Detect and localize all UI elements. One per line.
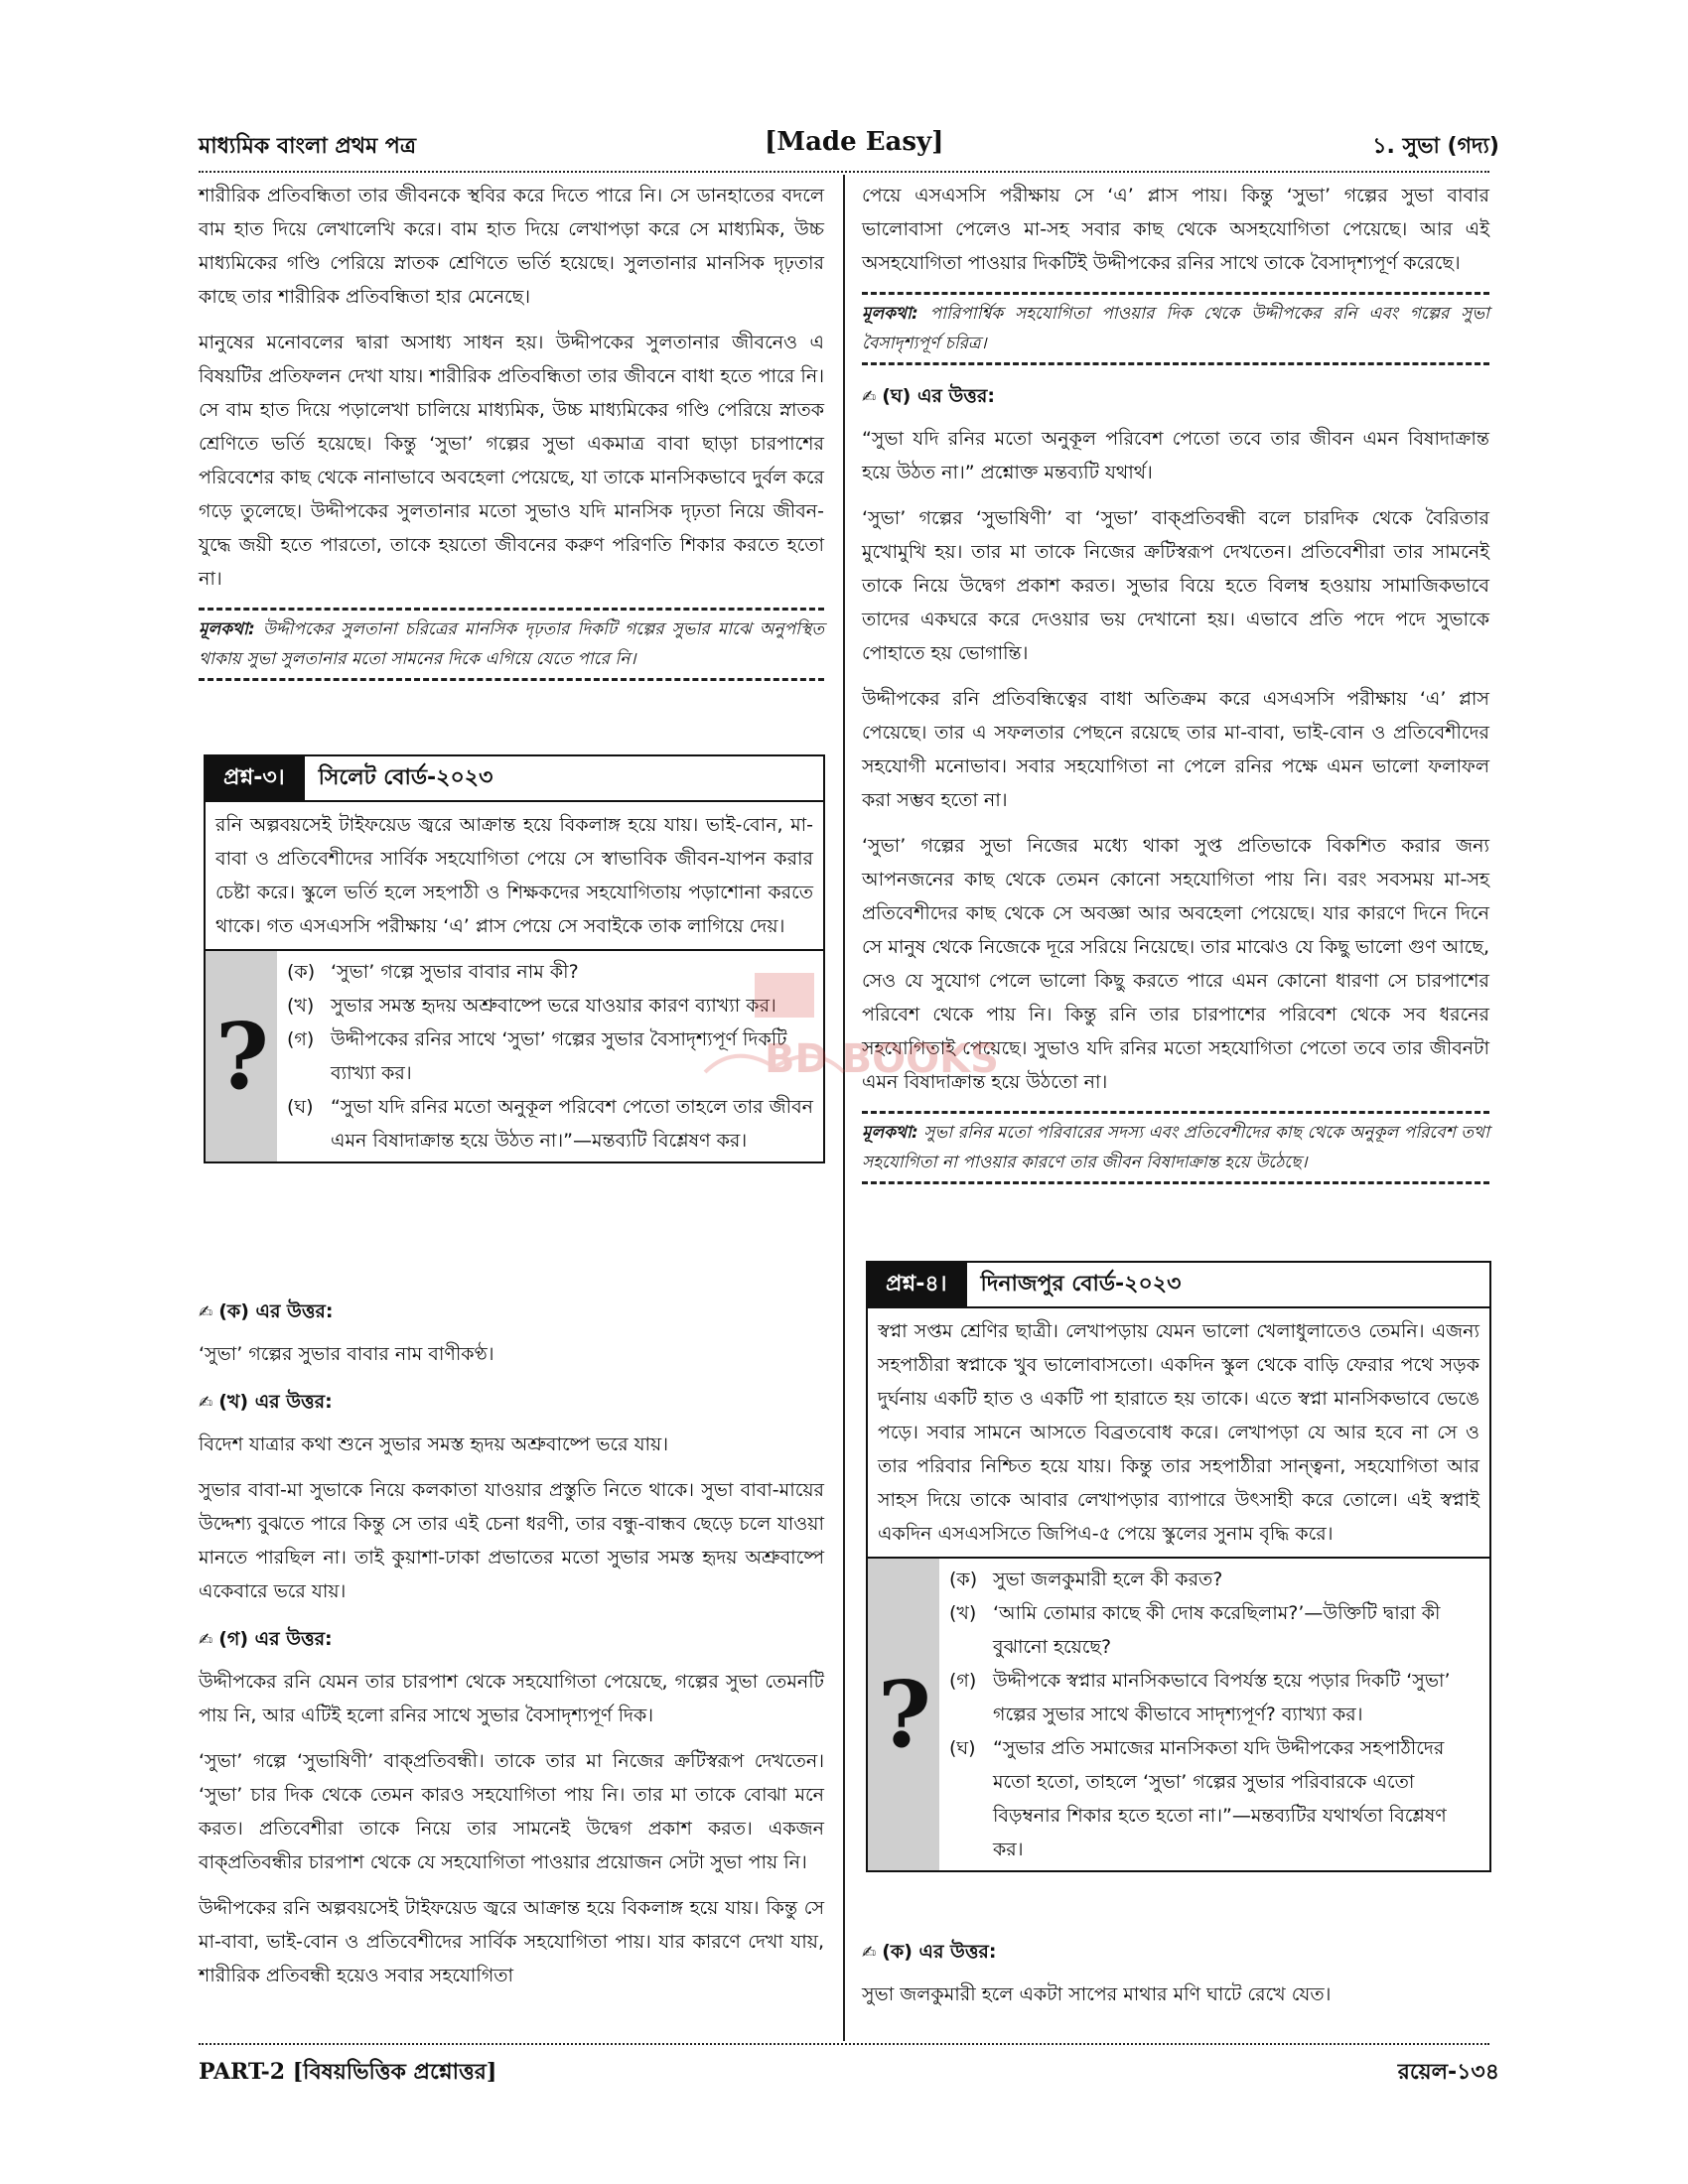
watermark-logo	[695, 973, 1003, 1092]
pen-icon: ✍	[862, 1943, 877, 1963]
left-para-1: শারীরিক প্রতিবন্ধিতা তার জীবনকে স্থবির করে দিতে পারে নি। সে ডানহাতের বদলে বাম হাত দিয়ে লেখালেখি করে। বাম হাত দিয়ে লেখাপড়া করে সে মাধ্যমিক, উচ্চ মাধ্যমিকের গণ্ডি পেরিয়ে স্নাতক শ্রেণিতে ভর্তি হয়েছে। সুলতানার মানসিক দৃঢ়তার কাছে তার শারীরিক প্রতিবন্ধিতা হার মেনেছে।	[199, 185, 824, 308]
answer-ga-1: উদ্দীপকের রনি যেমন তার চারপাশ থেকে সহযোগিতা পেয়েছে, গল্পের সুভা তেমনটি পায় নি, আর এটিই হলো রনির সাথে সুভার বৈসাদৃশ্যপূর্ণ দিক।	[199, 1671, 824, 1726]
question-4-subquestions	[868, 1559, 1489, 1870]
question-3-header	[206, 756, 823, 802]
question-4-item-ga: (গ) উদ্দীপকে স্বপ্নার মানসিকভাবে বিপর্যস্ত হয়ে পড়ার দিকটি ‘সুভা’ গল্পের সুভার সাথে কীভাবে সাদৃশ্যপূর্ণ? ব্যাখ্যা কর।	[949, 1670, 1451, 1725]
answer-kha-heading: ✍ (খ) এর উত্তর:	[199, 1385, 824, 1420]
question-3-item-kha: (খ) সুভার সমস্ত হৃদয় অশ্রুবাষ্পে ভরে যাওয়ার কারণ ব্যাখ্যা কর।	[287, 995, 776, 1017]
answer-gha-1: “সুভা যদি রনির মতো অনুকূল পরিবেশ পেতো তবে তার জীবন এমন বিষাদাক্রান্ত হয়ে উঠত না।” প্রশ্নোক্ত মন্তব্যটি যথার্থ।	[862, 428, 1489, 483]
pen-icon: ✍	[199, 1393, 213, 1413]
answer-ka: ‘সুভা’ গল্পের সুভার বাবার নাম বাণীকণ্ঠ।	[199, 1343, 494, 1365]
pen-icon: ✍	[199, 1302, 213, 1322]
footer-left: PART-2 [বিষয়ভিত্তিক প্রশ্নোত্তর]	[199, 2059, 497, 2085]
footer-divider	[199, 2043, 1489, 2045]
mool-text: উদ্দীপকের সুলতানা চরিত্রের মানসিক দৃঢ়তার দিকটি গল্পের সুভার মাঝে অনুপস্থিত থাকায় সুভা সুলতানার মতো সামনের দিকে এগিয়ে যেতে পারে নি।	[199, 619, 825, 669]
question-4-stem: স্বপ্না সপ্তম শ্রেণির ছাত্রী। লেখাপড়ায় যেমন ভালো খেলাধুলাতেও তেমনি। এজন্য সহপাঠীরা স্বপ্নাকে খুব ভালোবাসতো। একদিন স্কুল থেকে বাড়ি ফেরার পথে সড়ক দুর্ঘনায় একটি হাত ও একটি পা হারাতে হয় তাকে। এতে স্বপ্না মানসিকভাবে ভেঙে পড়ে। সবার সামনে আসতে বিব্রতবোধ করে। লেখাপড়া যে আর হবে না সে ও তার পরিবার নিশ্চিত হয়ে যায়। কিন্তু তার সহপাঠীরা সান্ত্বনা, সহযোগিতা আর সাহস দিয়ে তাকে আবার লেখাপড়ার ব্যাপারে উৎসাহী করে তোলে। এই স্বপ্নাই একদিন এসএসসিতে জিপিএ-৫ পেয়ে স্কুলের সুনাম বৃদ্ধি করে।	[868, 1308, 1489, 1559]
header-right: ১. সুভা (গদ্য)	[1372, 134, 1499, 159]
mool-divider-bottom	[862, 1181, 1489, 1184]
question-mark-icon: ?	[206, 951, 277, 1161]
mool-divider-bottom	[862, 362, 1489, 365]
question-4-board: দিনাজপুর বোর্ড-২০২৩	[965, 1263, 1182, 1306]
header-left: মাধ্যমিক বাংলা প্রথম পত্র	[199, 134, 417, 159]
question-3-stem: রনি অল্পবয়সেই টাইফয়েড জ্বরে আক্রান্ত হয়ে বিকলাঙ্গ হয়ে যায়। ভাই-বোন, মা-বাবা ও প্রতিবেশীদের সার্বিক সহযোগিতা পেয়ে সে স্বাভাবিক জীবন-যাপন করার চেষ্টা করে। স্কুলে ভর্তি হলে সহপাঠী ও শিক্ষকদের সহযোগিতায় পড়াশোনা করতে থাকে। গত এসএসসি পরীক্ষায় ‘এ’ প্লাস পেয়ে সে সবাইকে তাক লাগিয়ে দেয়।	[206, 802, 823, 951]
mool-katha-1	[199, 611, 824, 678]
left-para-2: মানুষের মনোবলের দ্বারা অসাধ্য সাধন হয়। উদ্দীপকের সুলতানার জীবনেও এ বিষয়টির প্রতিফলন দেখা যায়। শারীরিক প্রতিবন্ধিতা তার জীবনে বাধা হতে পারে নি। সে বাম হাত দিয়ে পড়ালেখা চালিয়ে মাধ্যমিক, উচ্চ মাধ্যমিকের গণ্ডি পেরিয়ে স্নাতক শ্রেণিতে ভর্তি হয়েছে। কিন্তু ‘সুভা’ গল্পের সুভা একমাত্র বাবা ছাড়া চারপাশের পরিবেশের কাছ থেকে নানাভাবে অবহেলা পেয়েছে, যা তাকে মানসিকভাবে দুর্বল করে গড়ে তুলেছে। উদ্দীপকের সুলতানার মতো সুভাও যদি মানসিক দৃঢ়তা নিয়ে জীবন-যুদ্ধে জয়ী হতে পারতো, তাকে হয়তো জীবনের করুণ পরিণতি শিকার করতে হতো না।	[199, 332, 824, 590]
watermark-text: BD BOOKS	[765, 1036, 999, 1082]
answer-gha-2: ‘সুভা’ গল্পের ‘সুভাষিণী’ বা ‘সুভা’ বাক্প্রতিবন্ধী বলে চারদিক থেকে বৈরিতার মুখোমুখি হয়। তার মা তাকে নিজের ক্রটিস্বরূপ দেখতেন। প্রতিবেশীরা তার সামনেই তাকে নিয়ে উদ্বেগ প্রকাশ করত। সুভার বিয়ে হতে বিলম্ব হওয়ায় সামাজিকভাবে তাদের একঘরে করে দেওয়ার ভয় দেখানো হয়। এভাবে প্রতি পদে পদে সুভাকে পোহাতে হয় ভোগান্তি।	[862, 507, 1489, 664]
answer-gha-3: উদ্দীপকের রনি প্রতিবন্ধিত্বের বাধা অতিক্রম করে এসএসসি পরীক্ষায় ‘এ’ প্লাস পেয়েছে। তার এ সফলতার পেছনে রয়েছে তার মা-বাবা, ভাই-বোন ও প্রতিবেশীদের সহযোগী মনোভাব। সবার সহযোগিতা না পেলে রনির পক্ষে এমন ভালো ফলাফল করা সম্ভব হতো না।	[862, 688, 1489, 811]
answer-4-ka-heading: ✍ (ক) এর উত্তর:	[862, 1935, 1489, 1970]
question-4-item-ka: (ক) সুভা জলকুমারী হলে কী করত?	[949, 1569, 1223, 1590]
question-4-answers	[862, 1921, 1489, 2023]
column-divider	[843, 175, 845, 2041]
answer-ga-3: উদ্দীপকের রনি অল্পবয়সেই টাইফয়েড জ্বরে আক্রান্ত হয়ে বিকলাঙ্গ হয়ে যায়। কিন্তু সে মা-বাবা, ভাই-বোন ও প্রতিবেশীদের সার্বিক সহযোগিতা পায়। যার কারণে দেখা যায়, শারীরিক প্রতিবন্ধী হয়েও সবার সহযোগিতা	[199, 1897, 824, 1986]
answer-ga-2: ‘সুভা’ গল্পে ‘সুভাষিণী’ বাক্প্রতিবন্ধী। তাকে তার মা নিজের ক্রটিস্বরূপ দেখতেন। ‘সুভা’ চার দিক থেকে তেমন কারও সহযোগিতা পায় নি। তার মা তাকে বোঝা মনে করত। প্রতিবেশীরা তাকে নিয়ে তার সামনেই উদ্বেগ প্রকাশ করত। একজন বাক্প্রতিবন্ধীর চারপাশ থেকে যে সহযোগিতা পাওয়ার প্রয়োজন সেটা সুভা পায় নি।	[199, 1750, 824, 1873]
question-3-box	[204, 754, 825, 1163]
mool-label: মূলকথা:	[199, 619, 255, 639]
answer-gha-heading: ✍ (ঘ) এর উত্তর:	[862, 379, 1489, 414]
question-4-item-kha: (খ) ‘আমি তোমার কাছে কী দোষ করেছিলাম?’—উক্তিটি দ্বারা কী বুঝানো হয়েছে?	[949, 1602, 1441, 1658]
mool-divider-bottom	[199, 678, 824, 681]
question-4-item-gha: (ঘ) “সুভার প্রতি সমাজের মানসিকতা যদি উদ্দীপকের সহপাঠীদের মতো হতো, তাহলে ‘সুভা’ গল্পের সুভার পরিবারকে এতো বিড়ম্বনার শিকার হতে হতো না।”—মন্তব্যটির যথার্থতা বিশ্লেষণ কর।	[949, 1737, 1447, 1860]
question-3-item-gha: (ঘ) “সুভা যদি রনির মতো অনুকূল পরিবেশ পেতো তাহলে তার জীবন এমন বিষাদাক্রান্ত হয়ে উঠত না।”—মন্তব্যটি বিশ্লেষণ কর।	[287, 1096, 814, 1152]
mool-katha-2: মূলকথা: পারিপার্শ্বিক সহযোগিতা পাওয়ার দিক থেকে উদ্দীপকের রনি এবং গল্পের সুভা বৈসাদৃশ্যপূর্ণ চরিত্র।	[862, 304, 1489, 353]
right-para-1: পেয়ে এসএসসি পরীক্ষায় সে ‘এ’ প্লাস পায়। কিন্তু ‘সুভা’ গল্পের সুভা বাবার ভালোবাসা পেলেও মা-সহ সবার কাছ থেকে অসহযোগিতা পেয়েছে। আর এই অসহযোগিতা পাওয়ার দিকটিই উদ্দীপকের রনির সাথে তাকে বৈসাদৃশ্যপূর্ণ করেছে।	[862, 185, 1489, 274]
answer-ga-heading: ✍ (গ) এর উত্তর:	[199, 1622, 824, 1657]
footer-right: রয়েল-১৩৪	[1397, 2060, 1499, 2085]
mool-katha-3: মূলকথা: সুভা রনির মতো পরিবারের সদস্য এবং প্রতিবেশীদের কাছ থেকে অনুকূল পরিবেশ তথা সহযোগিতা না পাওয়ার কারণে তার জীবন বিষাদাক্রান্ত হয়ে উঠেছে।	[862, 1123, 1489, 1172]
answer-4-ka: সুভা জলকুমারী হলে একটা সাপের মাথার মণি ঘাটে রেখে যেত।	[862, 1983, 1332, 2005]
question-3-item-ga: (গ) উদ্দীপকের রনির সাথে ‘সুভা’ গল্পের সুভার বৈসাদৃশ্যপূর্ণ দিকটি ব্যাখ্যা কর।	[287, 1028, 787, 1084]
watermark-book-icon	[695, 973, 1003, 1092]
answer-ka-heading: ✍ (ক) এর উত্তর:	[199, 1295, 824, 1329]
header-center: [Made Easy]	[765, 127, 944, 157]
question-4-header	[868, 1263, 1489, 1308]
question-4-label: প্রশ্ন-৪।	[868, 1263, 965, 1306]
question-3-answers	[199, 1281, 824, 2004]
question-3-item-ka: (ক) ‘সুভা’ গল্পে সুভার বাবার নাম কী?	[287, 961, 579, 983]
answer-kha-2: সুভার বাবা-মা সুভাকে নিয়ে কলকাতা যাওয়ার প্রস্তুতি নিতে থাকে। সুভা বাবা-মায়ের উদ্দেশ্য বুঝতে পারে কিন্তু সে তার এই চেনা ধরণী, তার বন্ধু-বান্ধব ছেড়ে চলে যাওয়া মানতে পারছিল না। তাই কুয়াশা-ঢাকা প্রভাতের মতো সুভার সমস্ত হৃদয় অশ্রুবাষ্পে একেবারে ভরে যায়।	[199, 1479, 824, 1602]
question-4-box	[866, 1261, 1491, 1872]
pen-icon: ✍	[199, 1630, 213, 1650]
answer-gha-4: ‘সুভা’ গল্পের সুভা নিজের মধ্যে থাকা সুপ্ত প্রতিভাকে বিকশিত করার জন্য আপনজনের কাছ থেকে তেমন কোনো সহযোগিতা পায় নি। বরং সবসময় মা-সহ প্রতিবেশীদের কাছ থেকে সে অবজ্ঞা আর অবহেলা পেয়েছে। যার কারণে দিনে দিনে সে মানুষ থেকে নিজেকে দূরে সরিয়ে নিয়েছে। তার মাঝেও যে কিছু ভালো গুণ আছে, সেও যে সুযোগ পেলে ভালো কিছু করতে পারে এমন কোনো ধারণা সে চারপাশের পরিবেশ থেকে পায় নি। কিন্তু রনি তার চারপাশের পরিবেশ থেকে সব ধরনের সহযোগিতাই পেয়েছে। সুভাও যদি রনির মতো সহযোগিতা পেতো তবে তার জীবনটা এমন বিষাদাক্রান্ত হয়ে উঠতো না।	[862, 835, 1489, 1093]
answer-kha-1: বিদেশ যাত্রার কথা শুনে সুভার সমস্ত হৃদয় অশ্রুবাষ্পে ভরে যায়।	[199, 1433, 669, 1455]
header-divider	[199, 171, 1489, 173]
question-3-label: প্রশ্ন-৩।	[206, 756, 303, 800]
question-mark-icon: ?	[868, 1559, 939, 1870]
question-3-board: সিলেট বোর্ড-২০২৩	[303, 756, 493, 800]
pen-icon: ✍	[862, 387, 877, 407]
left-column	[199, 179, 824, 681]
